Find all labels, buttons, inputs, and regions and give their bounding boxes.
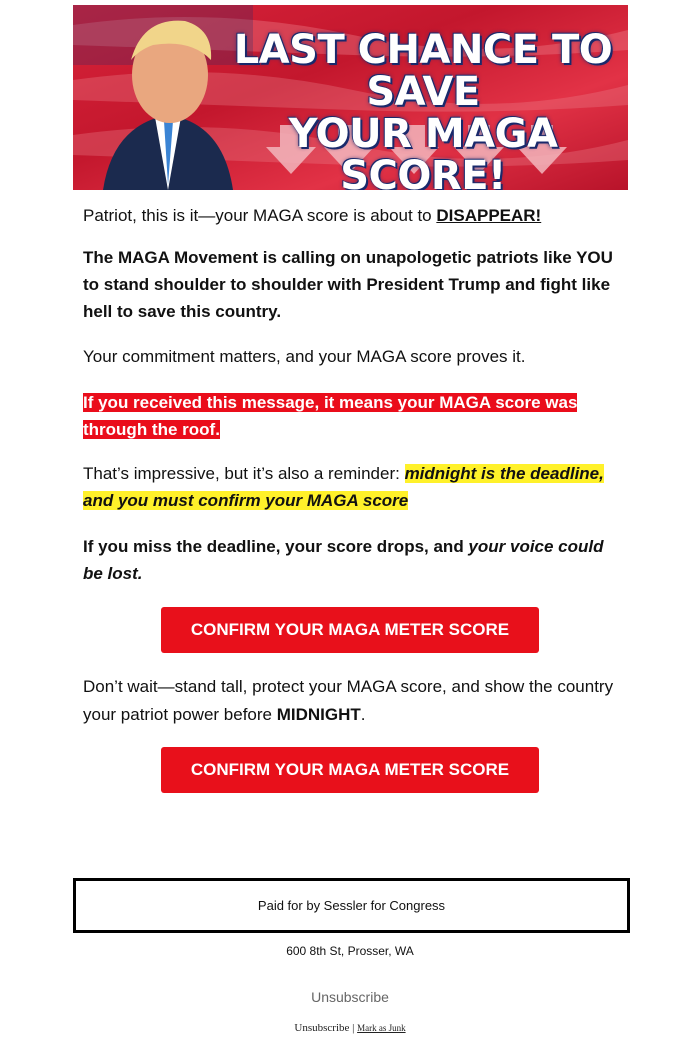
commitment-paragraph: Your commitment matters, and your MAGA score proves it. (83, 347, 526, 366)
closing-paragraph (83, 673, 623, 729)
headline-line-1: LAST CHANCE TO SAVE (233, 27, 613, 115)
intro-paragraph (83, 202, 541, 229)
movement-paragraph: The MAGA Movement is calling on unapologetic patriots like YOU to stand shoulder to shoulder with President Trump and fight like hell to save this country. (83, 248, 613, 321)
closing-text: Don’t wait—stand tall, protect your MAGA score, and show the country your patriot power before (83, 677, 614, 724)
midnight-bold: MIDNIGHT (276, 705, 361, 724)
mark-as-junk-link[interactable]: Mark as Junk (357, 1023, 406, 1033)
paid-for-disclaimer (73, 878, 630, 933)
headline-line-2: YOUR MAGA SCORE! (288, 111, 558, 190)
unsubscribe-link[interactable]: Unsubscribe (311, 989, 389, 1005)
deadline-paragraph (83, 460, 623, 514)
paid-for-text: Paid for by Sessler for Congress (257, 898, 446, 913)
footer-links (0, 1022, 700, 1034)
closing-period: . (360, 705, 366, 724)
red-highlight-paragraph (83, 389, 623, 443)
confirm-score-button-1[interactable]: CONFIRM YOUR MAGA METER SCORE (161, 607, 539, 653)
warning-text: If you miss the deadline, your score drops, and (83, 537, 469, 556)
warning-italic: your voice could be lost. (83, 537, 604, 583)
confirm-score-button-2[interactable]: CONFIRM YOUR MAGA METER SCORE (161, 747, 539, 793)
disappear-emphasis: DISAPPEAR! (436, 206, 542, 225)
mailing-address: 600 8th St, Prosser, WA (286, 944, 414, 958)
unsubscribe-link-2[interactable]: Unsubscribe (294, 1022, 350, 1034)
deadline-text: That’s impressive, but it’s also a reminder: (83, 464, 405, 483)
hero-headline (223, 29, 623, 190)
hero-banner (73, 5, 628, 190)
unsubscribe-row (0, 989, 700, 1005)
footer-separator: | (349, 1022, 358, 1034)
yellow-highlight-text: midnight is the deadline, and you must confirm your MAGA score (83, 464, 604, 510)
intro-text: Patriot, this is it—your MAGA score is about to (83, 206, 437, 225)
warning-paragraph (83, 533, 623, 587)
red-highlight-text: If you received this message, it means your MAGA score was through the roof. (83, 393, 578, 439)
